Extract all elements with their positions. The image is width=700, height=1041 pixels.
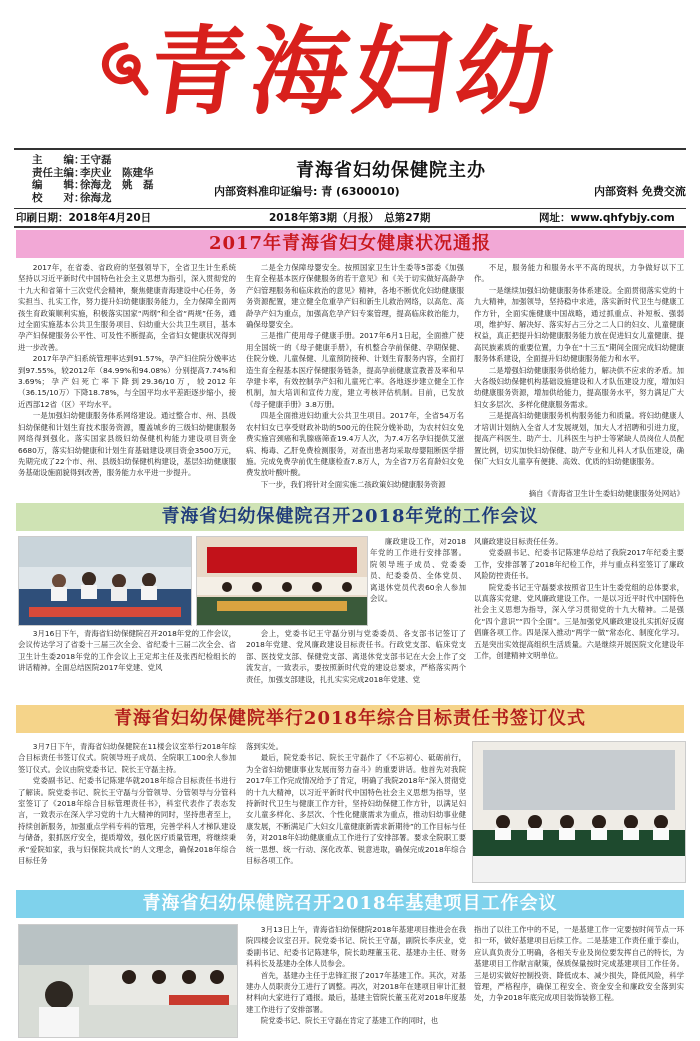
editors-label: 编 辑： <box>32 179 85 191</box>
red-swirl-icon <box>95 38 155 98</box>
article-2-col-1 <box>18 628 236 702</box>
paragraph: 不足，服务能力和服务水平不高的现状，力争做好以下工作。 <box>474 263 684 284</box>
meeting-photo-1 <box>18 536 192 626</box>
paragraph: 3月13日上午，青海省妇幼保健院2018年基建项目推进会在我院四楼会议室召开。院党委书记、院长王守磊，副院长李庆业，党委副书记、纪委书记陈建华，院长助理董玉花、基建办主任、财务科科长及基建办全体人员参会。 <box>246 925 466 969</box>
paragraph: 首先，基建办主任于忠锋汇报了2017年基建工作。其次，对基建办人员职责分工进行了调整。再次，对2018年在建项目审计汇报材料向大家进行了通报。最后，基建主管院长董玉花对2018年度基建工作进行了安排部署。 <box>246 970 466 1014</box>
exec-editor-label: 责任主编： <box>32 166 85 179</box>
article-2-col-2a <box>370 536 466 624</box>
construction-meeting-photo <box>18 924 238 1038</box>
paragraph: 一是继续加强妇幼健康服务体系建设。全面贯彻落实党的十九大精神，加强领导，坚持稳中求进，落实新时代卫生与健康工作方针，全面实施健康中国战略，通过抓重点、补短板、强弱项，维护好、解决好、落实好占三分之二人口的妇女、儿童健康权益，真正把提升妇幼健康服务能力放在促进妇女儿童健康、提高民族素质的重要位置，力争在“十三五”期间全面完成妇幼健康服务体系建设，全面提升妇幼健康服务能力和水平。 <box>474 285 684 364</box>
article-4-col-2 <box>474 924 684 1038</box>
article-1-col-2 <box>246 262 464 500</box>
paragraph: 会上，党委书记王守磊分别与党委委员、各支部书记签订了2018年党建、党风廉政建设目标责任书。行政党支部、临床党支部、医技党支部、保健党支部、离退休党支部书记在大会上作了交流发言，一致表示，要按照新时代党的建设总要求，严格落实两个责任，加强支部建设，扎扎实实完成2018年党建、党 <box>246 629 466 684</box>
paragraph: 三是提高妇幼健康服务机构服务能力和质量。将妇幼健康人才培训计划纳入全省人才发展规划，加大人才招聘和引进力度，提高产科医生、助产士、儿科医生与护士等紧缺人员岗位人员配置比例，切实加快妇幼保健、助产专业和儿科人才队伍建设，确保广大妇女儿童享有便捷、高效、优质的妇幼健康服务。 <box>474 411 684 466</box>
paragraph: 四是全面推进妇幼重大公共卫生项目。2017年，全省54万名农村妇女已享受财政补助的500元的住院分娩补助，为农村妇女免费实施宫颈癌和乳腺癌筛查19.4万人次，为7.4万名孕妇提供艾滋病、梅毒、乙肝免费检测服务，对查出患者均采取母婴阻断医学措施。完成免费孕前优生健康检查7.8万人，为全省7万名育龄妇女免费发放叶酸叶酸。 <box>246 411 464 478</box>
paragraph: 三是推广使用母子健康手册。2017年6月1日起，全面推广使用全国统一的《母子健康手册》，有机整合孕前保健、孕期保健、住院分娩、儿童保健、儿童预防接种、计划生育服务内容，全面打造生育全程基本医疗保健服务链条，提高孕前健康宣教普及率和早孕建卡率，有效控制孕产妇和儿童死亡率。各地逐步建立健全工作机制，加大培训和宣传力度，建立考核评估机制。目前，已发放《母子健康手册》3.8万册。 <box>246 331 464 409</box>
article-1-source <box>474 488 684 500</box>
sponsor-line: 青海省妇幼保健院主办 <box>296 160 486 181</box>
article-4-col-1 <box>246 924 466 1038</box>
signing-photo <box>472 741 686 883</box>
paragraph: 党委副书记、纪委书记陈建华总结了我院2017年纪委主要工作，安排部署了2018年纪检工作，并与重点科室签订了廉政风险防控责任书。 <box>474 548 684 581</box>
paragraph: 2017年，在省委、省政府的坚强领导下，全省卫生计生系统坚持以习近平新时代中国特色社会主义思想为指引，深入贯彻党的十九大和省第十三次党代会精神，聚焦健康青海建设中心任务，务实担当、扎实工作，努力提升妇幼健康服务能力，全力保障全面两孩生育政策顺利实施，积极落实国家“两纲”和全省“两规”任务，通过全面实施基本公共卫生服务项目、妇幼重大公共卫生项目，基本孕产妇保健服务公平性、可及性不断提高，全省妇女健康状况得到进一步改善。 <box>18 263 236 352</box>
paragraph: 院党委书记王守磊要求按照省卫生计生委党组的总体要求，以真落实党建、党风廉政建设工作。一是以习近平时代中国特色社会主义思想为指导，深入学习贯彻党的十九大精神。二是强化“四个意识”“四个全面”。三是加强党风廉政建设扎实抓好反腐倡廉各项工作。四是深入推动“两学一做”常态化、制度化学习。五是突出实效提高组织生活质量。六是继续开展医院文化建设年工作，创建精神文明单位。 <box>474 582 684 661</box>
print-date: 印刷日期：2018年4月20日 <box>16 212 152 224</box>
info-bar <box>14 148 686 209</box>
editor-name: 王守磊 <box>80 154 112 166</box>
internal-note: 内部资料 免费交流 <box>594 185 686 198</box>
article-1-title: 2017年青海省妇女健康状况通报 <box>16 230 684 258</box>
website-link[interactable]: 网址：www.qhfybjy.com <box>539 212 675 224</box>
article-2-col-3 <box>474 536 684 702</box>
masthead-title: 青海妇幼 <box>142 15 567 128</box>
article-3-col-1 <box>18 741 236 887</box>
editors-names: 徐海龙 姚 磊 <box>80 179 154 191</box>
proofreader-label: 校 对： <box>32 191 85 204</box>
staff-list <box>32 154 154 204</box>
paragraph: 廉政建设工作，对2018年党的工作进行安排部署。院领导班子成员、党委委员、纪委委员、全体党员、离退休党员代表60余人参加会议。 <box>370 537 466 604</box>
paragraph: 二是增强妇幼健康服务供给能力，解决供不应求的矛盾。加大各级妇幼保健机构基础设施建设和人才队伍建设力度，增加妇幼健康服务资源，增加供给能力，提高服务水平，努力满足广大妇女多层次、多样化健康服务需求。 <box>474 365 684 409</box>
article-1-col-3 <box>474 262 684 488</box>
article-2-col-2b <box>246 628 466 702</box>
article-2-title: 青海省妇幼保健院召开2018年党的工作会议 <box>16 503 684 531</box>
article-3-title: 青海省妇幼保健院举行2018年综合目标责任书签订仪式 <box>16 705 684 733</box>
paragraph: 最后，院党委书记、院长王守磊作了《不忘初心、砥砺前行，为全省妇幼健康事业发展而努力奋斗》的重要讲话。他首先对我院2017年工作完成情况给予了肯定，明确了我院2018年“深入贯彻党的十九大精神，以习近平新时代中国特色社会主义思想为指导，坚持新时代卫生与健康工作方针，坚持妇幼保健工作方针，以满足妇女儿童多样化、多层次、个性化健康需求为重点，推动妇幼事业健康发展，不断满足广大妇女儿童健康新需求新期待”的工作目标与任务，对2018年妇幼健康重点工作进行了安排部署。要求全院职工要统一思想、统一行动、深化改革、锐意进取，确保完成2018年综合目标各项工作。 <box>246 753 466 866</box>
source-note: 摘自《青海省卫生计生委妇幼健康服务处网站》 <box>528 489 684 498</box>
masthead <box>0 0 700 145</box>
paragraph: 一是加强妇幼健康服务体系网络建设。通过整合市、州、县级妇幼保健和计划生育技术服务资源，覆盖城乡的三级妇幼健康服务网络得到强化。落实国家县级妇幼保健机构能力建设项目资金6680万，落实妇幼健康和计划生育基础建设项目资金3500万元，先期完成了22个市、州、县级妇幼保健机构建设，基层妇幼健康服务基础设施面貌得到改善，服务能力水平进一步提升。 <box>18 411 236 478</box>
paragraph: 二是全力保障母婴安全。按照国家卫生计生委等5部委《加强生育全程基本医疗保健服务的若干意见》和《关于切实做好高龄孕产妇管理服务和临床救治的意见》精神，各地不断优化妇幼健康服务资源配置，建立健全危重孕产妇和新生儿救治网络，以高危、高龄孕产妇为重点，加强高危孕产妇专案管理，提高临床救治能力，确保母婴安全。 <box>246 263 464 330</box>
paragraph: 风廉政建设目标责任任务。 <box>474 537 563 546</box>
paragraph: 3月7日下午，青海省妇幼保健院在11楼会议室举行2018年综合目标责任书签订仪式。院领导班子成员、全院职工100余人参加签订仪式。会议由院党委书记、院长王守磊主持。 <box>18 742 236 774</box>
paragraph: 院党委书记、院长王守磊在肯定了基建工作的同时，也 <box>260 1016 439 1026</box>
article-4-title: 青海省妇幼保健院召开2018年基建项目工作会议 <box>16 890 684 918</box>
exec-editor-names: 李庆业 陈建华 <box>80 166 154 179</box>
editor-label: 主 编： <box>32 154 85 166</box>
paragraph: 2017年孕产妇系统管理率达到91.57%，孕产妇住院分娩率达到97.55%，较2012年（84.99%和94.08%）分别提高7.74%和3.69%；孕产妇死亡率下降到29.36/10万，较2012年（36.15/10万）下降18.78%，与全国平均水平差距逐步缩小，接近西部12省（区）平均水平。 <box>18 354 236 409</box>
issue-number: 2018年第3期（月报） 总第27期 <box>269 212 431 224</box>
permit-number: 内部资料准印证编号: 青 (6300010) <box>214 185 400 198</box>
article-1-col-1 <box>18 262 236 500</box>
paragraph: 落到实处。 <box>246 742 283 751</box>
article-3-col-2 <box>246 741 466 887</box>
paragraph: 指出了以往工作中的不足，一是基建工作一定要按时间节点一环扣一环，做好基建项目后续工作。二是基建工作责任重于泰山，应认真负责分工明确，各相关专业及岗位要发挥自己的特长，为基建项目工作献言献策，保质保量按时完成基建项目工作任务。三是切实做好控制投资、降低成本、减少损失，降低风险，科学管理，严格程序，确保工程安全、资金安全和廉政安全落到实处，力争2018年底完成项目装饰装修工程。 <box>474 925 684 1003</box>
meeting-photo-2 <box>196 536 368 626</box>
paragraph: 党委副书记、纪委书记陈建华就2018年综合目标责任书进行了解读。院党委书记、院长王守磊与分管领导、分管领导与分管科室签订了《2018年综合目标管理责任书》，科室代表作了表态发言，一致表示在深入学习党的十九大精神的同时，坚持患者至上，持续创新服务，加强重点学科专科的管理，完善学科人才梯队建设与储备，狠抓医疗安全，提质增效，强化医疗质量管理，将继续秉承“爱院如家，我与妇保院共成长”的人文理念，确保2018年综合目标任务 <box>18 776 236 866</box>
proofreader-name: 徐海龙 <box>80 191 112 204</box>
date-bar <box>14 208 686 228</box>
paragraph: 3月16日下午，青海省妇幼保健院召开2018年党的工作会议，会议传达学习了省委十三届三次全会、省纪委十三届二次全会、省卫生计生委2018年党的工作会议上王定邦主任及张西纪检组长的讲话精神。全面总结医院2017年党建、党风 <box>18 629 236 673</box>
paragraph: 下一步，我们将针对全面实施二孩政策妇幼健康服务资源 <box>260 479 446 489</box>
